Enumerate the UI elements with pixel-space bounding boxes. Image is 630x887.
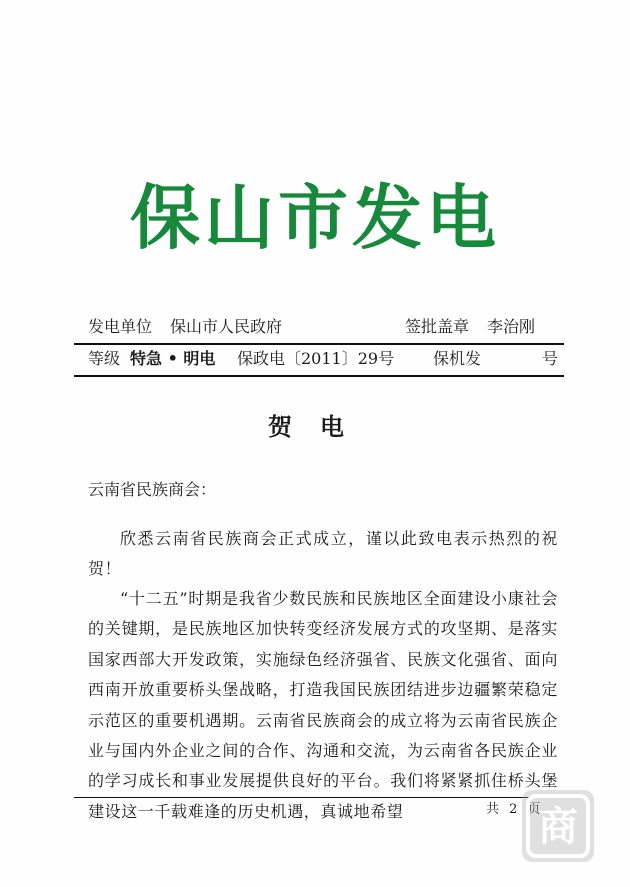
shop-watermark-icon (522, 790, 594, 862)
grade-value: 特急 • 明电 (130, 349, 216, 368)
header-rule-top (74, 343, 564, 345)
body-paragraph-1: 欣悉云南省民族商会正式成立，谨以此致电表示热烈的祝贺！ (88, 529, 558, 579)
document-number: 保政电〔2011〕29号 (237, 349, 395, 368)
archive-suffix: 号 (542, 349, 559, 368)
document-title: 贺电 (268, 413, 372, 441)
archive-label: 保机发 (433, 349, 482, 368)
salutation: 云南省民族商会： (88, 480, 217, 499)
signature-name: 李治刚 (487, 317, 536, 336)
sender-label: 发电单位 (88, 317, 153, 336)
footer-rule (74, 797, 564, 798)
watermark-glyph: 商 (538, 804, 578, 850)
body-paragraph-2: “十二五”时期是我省少数民族和民族地区全面建设小康社会的关键期，是民族地区加快转变经济发展方式的攻坚期、是落实国家西部大开发政策，实施绿色经济强省、民族文化强省、面向西南开放重要桥头堡战略，打造我国民族团结进步边疆繁荣稳定示范区的重要机遇期。云南省民族商会的成立将为云南省民族企业与国内外企业之间的合作、沟通和交流，为云南省各民族企业的学习成长和事业发展提供良好的平台。我们将紧紧抓住桥头堡建设这一千载难逢的历史机遇，真诚地希望 (88, 589, 558, 821)
sender-name: 保山市人民政府 (170, 317, 283, 336)
header-rule-bottom (74, 375, 564, 377)
grade-label: 等级 (88, 349, 121, 368)
masthead-title: 保山市发电 (130, 177, 500, 259)
page-count: 共 2 页 (486, 802, 544, 817)
signature-label: 签批盖章 (405, 317, 470, 336)
